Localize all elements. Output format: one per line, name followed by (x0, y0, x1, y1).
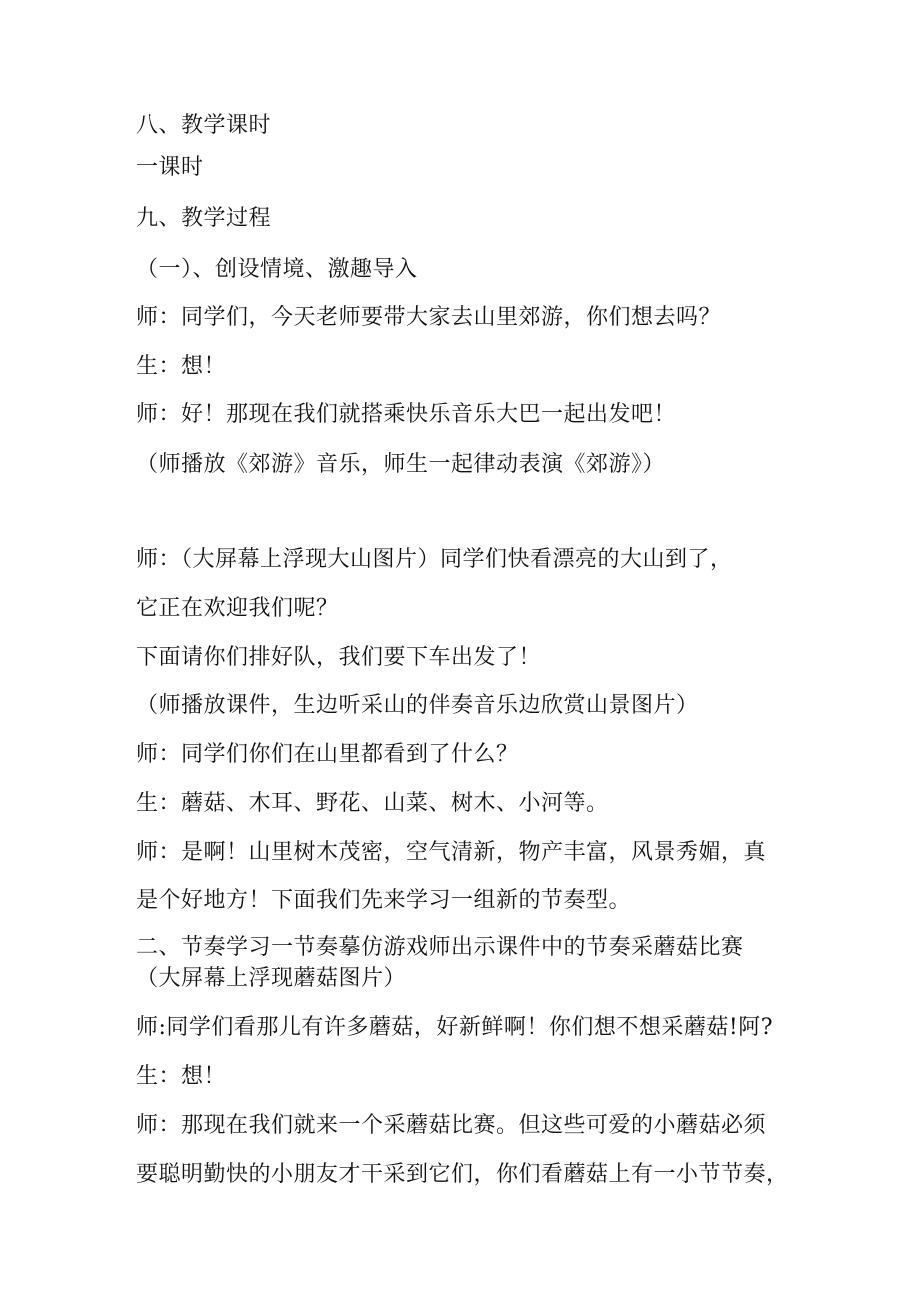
text-line: 一课时 (136, 155, 204, 180)
text-line: 师：同学们，今天老师要带大家去山里郊游，你们想去吗？ (136, 305, 722, 330)
text-line: 师：是啊！山里树木茂密，空气清新，物产丰富，风景秀媚，真 (136, 840, 767, 865)
section-heading-rhythm: 二、节奏学习一节奏摹仿游戏师出示课件中的节奏采蘑菇比赛 (136, 935, 744, 960)
text-line: （大屏幕上浮现蘑菇图片） (136, 966, 407, 991)
text-line: （师播放《郊游》音乐，师生一起律动表演《郊游》） (136, 452, 666, 477)
text-line: 是个好地方！下面我们先来学习一组新的节奏型。 (136, 888, 632, 913)
text-line: 师：（大屏幕上浮现大山图片）同学们快看漂亮的大山到了， (136, 547, 733, 572)
section-heading-teaching-process: 九、教学过程 (136, 206, 272, 231)
text-line: 师：好！那现在我们就搭乘快乐音乐大巴一起出发吧！ (136, 402, 677, 427)
text-line: 生：想！ (136, 354, 227, 379)
text-line: 生：想！ (136, 1064, 227, 1089)
text-line: 师：那现在我们就来一个采蘑菇比赛。但这些可爱的小蘑菇必须 (136, 1113, 767, 1138)
text-line: 师：同学们你们在山里都看到了什么？ (136, 742, 519, 767)
text-line: 下面请你们排好队，我们要下车出发了！ (136, 645, 542, 670)
section-heading-teaching-hours: 八、教学课时 (136, 113, 272, 138)
text-line: 生：蘑菇、木耳、野花、山菜、树木、小河等。 (136, 791, 609, 816)
text-line: （师播放课件，生边听采山的伴奏音乐边欣赏山景图片） (136, 693, 699, 718)
text-line: 要聪明勤快的小朋友才干采到它们，你们看蘑菇上有一小节节奏， (136, 1162, 789, 1187)
text-line: 它正在欢迎我们呢？ (136, 596, 339, 621)
text-line: 师:同学们看那儿有许多蘑菇，好新鲜啊！你们想不想采蘑菇!阿? (136, 1015, 774, 1040)
subsection-heading: （一）、创设情境、激趣导入 (136, 257, 418, 282)
